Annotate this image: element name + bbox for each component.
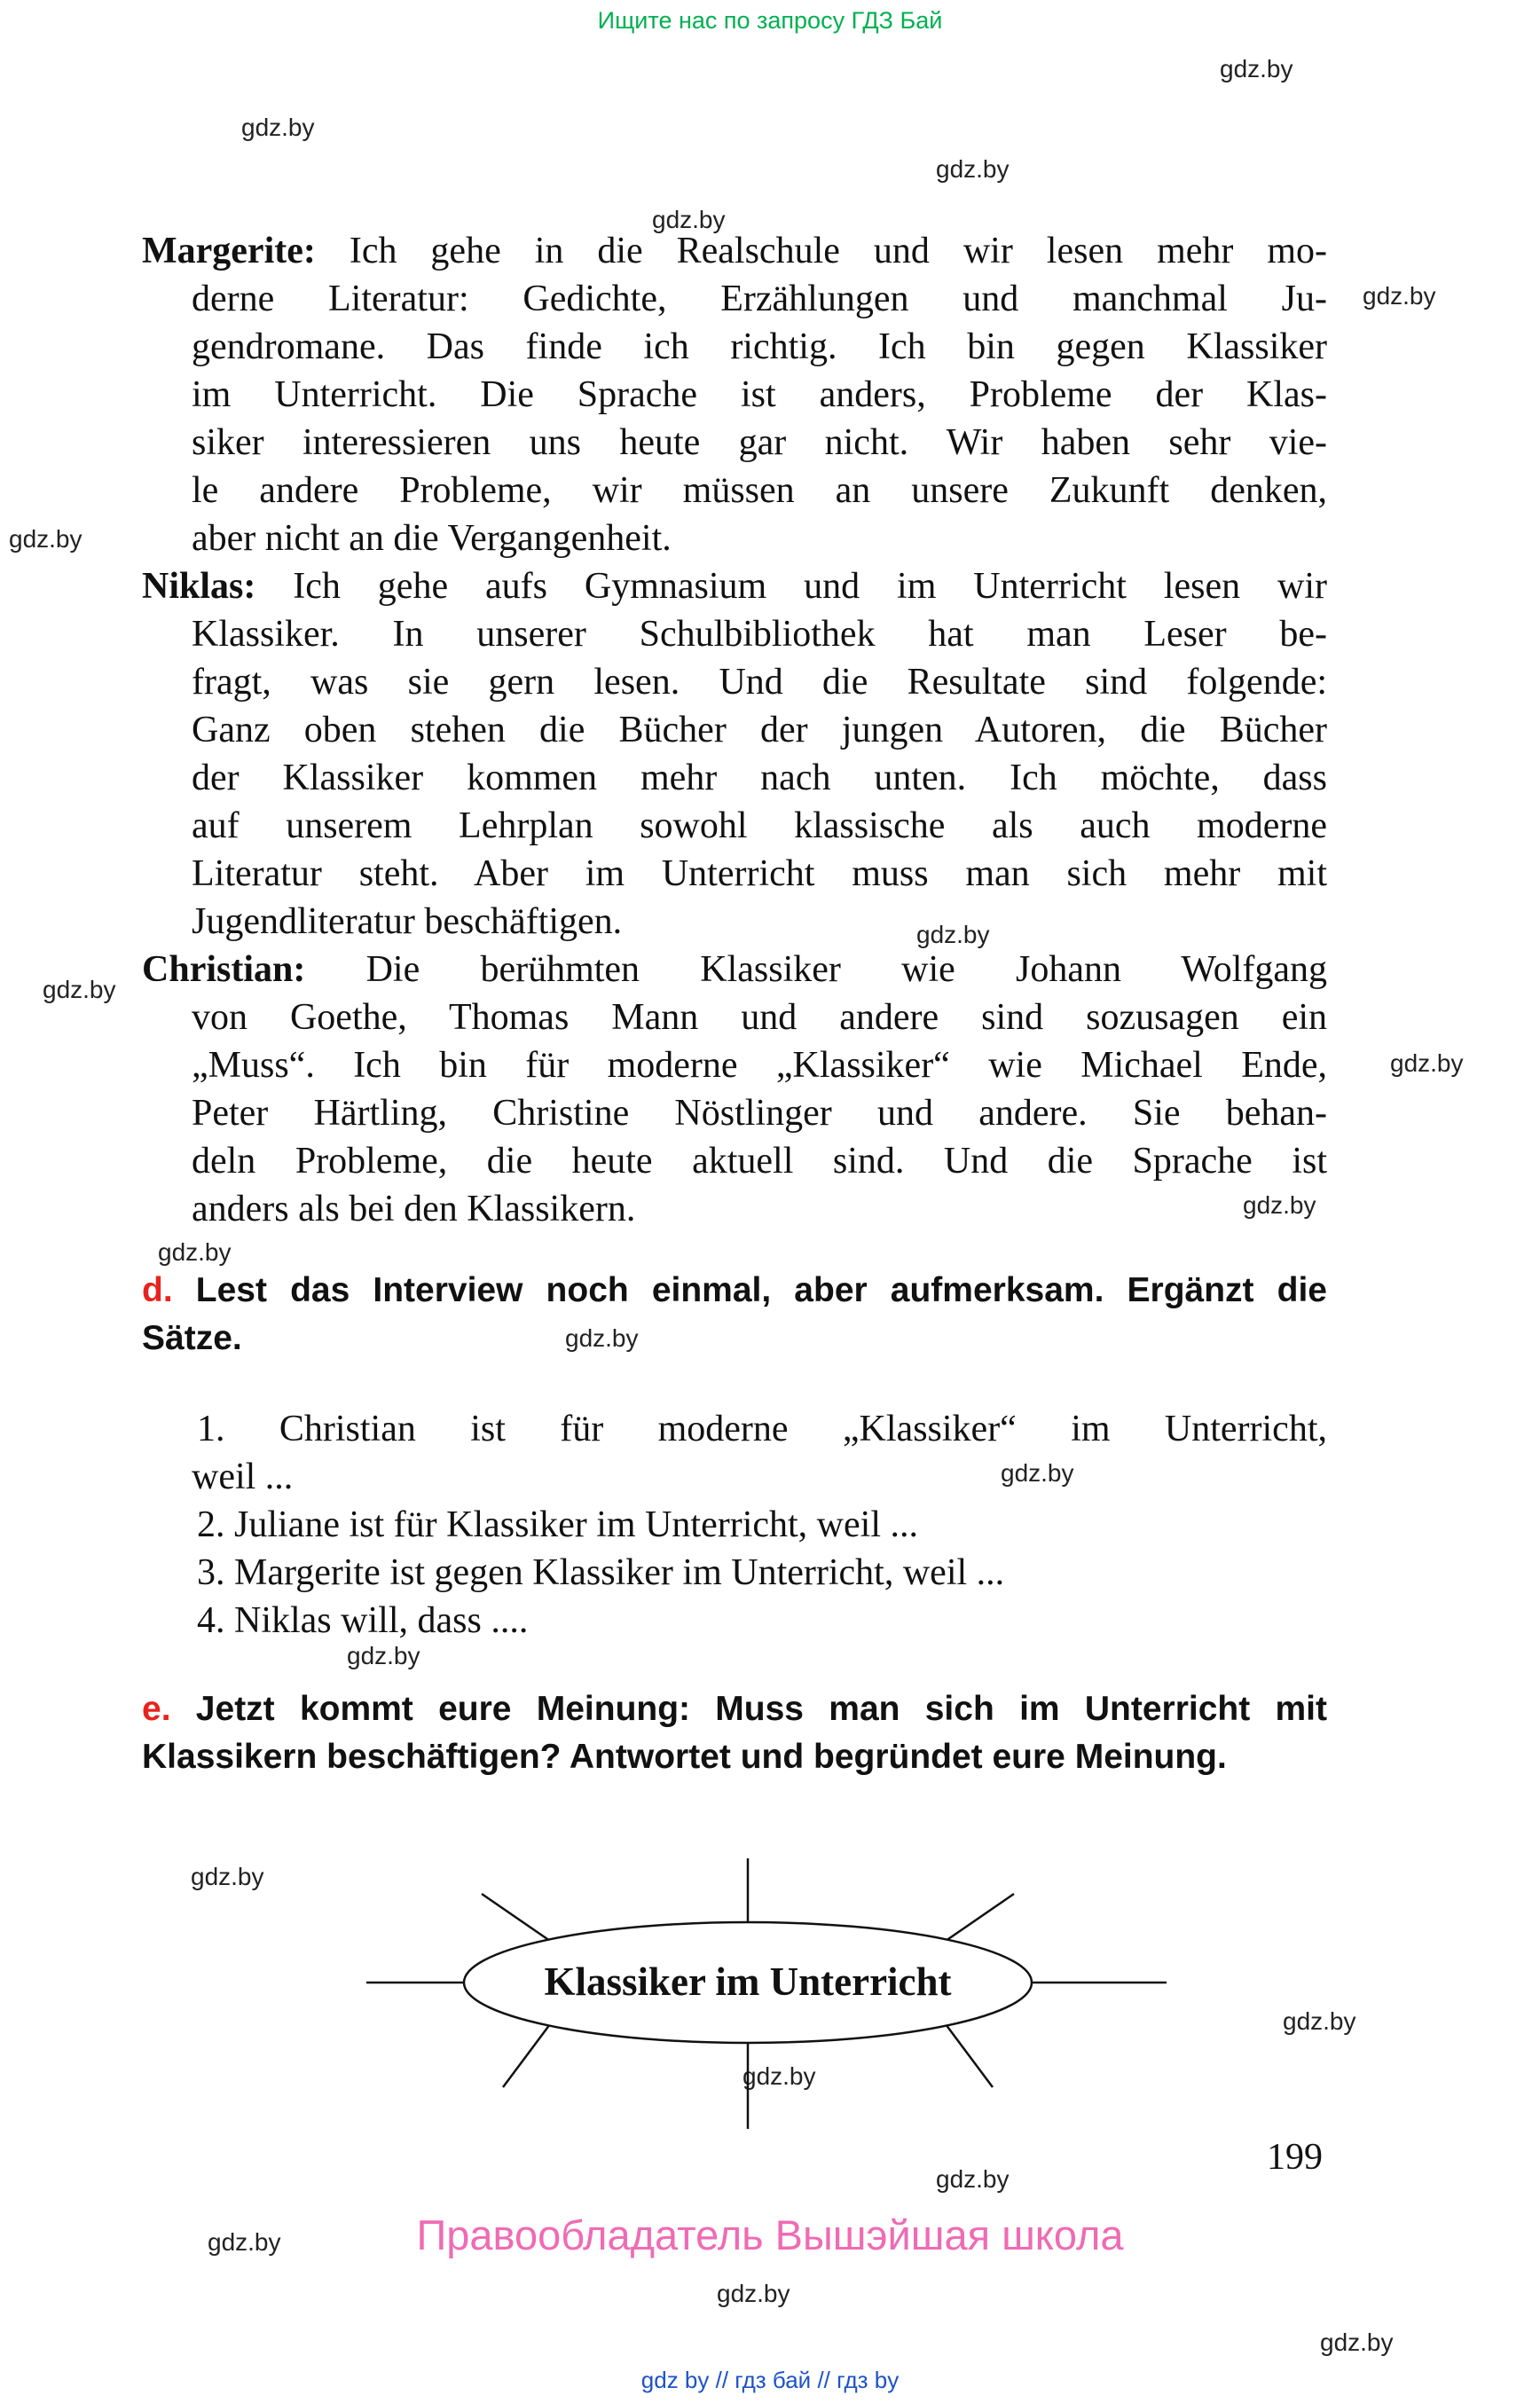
watermark-text: gdz.by xyxy=(652,206,726,233)
text-line: siker interessieren uns heute gar nicht. Wir haben sehr vie- xyxy=(192,422,1327,463)
footer-link[interactable]: gdz by xyxy=(640,2367,710,2393)
item-line: 2. Juliane ist für Klassiker im Unterricht, weil ... xyxy=(197,1504,918,1545)
interview-paragraph xyxy=(142,562,1327,946)
spoke-up-left xyxy=(482,1894,550,1941)
speaker-name: Christian: xyxy=(142,949,306,990)
spoke-down-right xyxy=(946,2024,993,2087)
footer-separator: // xyxy=(811,2367,837,2393)
watermark-text: gdz.by xyxy=(347,1642,420,1669)
text-line: Literatur steht. Aber im Unterricht muss man sich mehr mit xyxy=(192,853,1327,894)
spoke-down-left xyxy=(503,2024,550,2087)
content-column xyxy=(142,227,1327,1781)
watermark-text: gdz.by xyxy=(1363,282,1436,310)
watermark-text: gdz.by xyxy=(1283,2007,1356,2035)
text-line: „Muss“. Ich bin für moderne „Klassiker“ wie Michael Ende, xyxy=(192,1045,1327,1086)
watermark-text: gdz.by xyxy=(916,921,990,948)
watermark-text: gdz.by xyxy=(1220,55,1293,82)
footer-separator: // xyxy=(709,2367,735,2393)
spoke-up-right xyxy=(946,1894,1014,1941)
watermark-text: gdz.by xyxy=(241,114,315,141)
item-line: 3. Margerite ist gegen Klassiker im Unterricht, weil ... xyxy=(197,1552,1005,1593)
text-line: im Unterricht. Die Sprache ist anders, Probleme der Klas- xyxy=(192,374,1327,415)
exercise-item xyxy=(142,1597,1327,1645)
text-line: Margerite: Ich gehe in die Realschule und wir lesen mehr mo- xyxy=(142,231,1327,271)
text-line: le andere Probleme, wir müssen an unsere Zukunft denken, xyxy=(192,470,1327,511)
task-e xyxy=(142,1685,1327,1781)
task-d xyxy=(142,1267,1327,1362)
watermark-text: gdz.by xyxy=(158,1238,232,1266)
watermark-text: gdz.by xyxy=(1001,1459,1074,1487)
watermark-text: gdz.by xyxy=(936,2165,1010,2193)
footer-link[interactable]: гдз бай xyxy=(735,2367,812,2393)
speaker-name: Niklas: xyxy=(142,566,256,607)
watermark-text: gdz.by xyxy=(191,1863,264,1890)
text-line: von Goethe, Thomas Mann und andere sind sozusagen ein xyxy=(192,997,1327,1038)
watermark-text: gdz.by xyxy=(1320,2328,1394,2356)
text-line: Ganz oben stehen die Bücher der jungen Autoren, die Bücher xyxy=(192,710,1327,750)
watermark-text: gdz.by xyxy=(9,525,82,553)
interview-paragraph xyxy=(142,946,1327,1233)
footer-link[interactable]: гдз by xyxy=(837,2367,900,2393)
mindmap-center-label: Klassiker im Unterricht xyxy=(544,1959,952,2004)
text-line: der Klassiker kommen mehr nach unten. Ich möchte, dass xyxy=(192,758,1327,798)
item-line: 4. Niklas will, dass .... xyxy=(197,1600,529,1641)
item-line: 1. Christian ist für moderne „Klassiker“ im Unterricht, xyxy=(197,1409,1327,1449)
task-line: e. Jetzt kommt eure Meinung: Muss man sich im Unterricht mit xyxy=(142,1690,1327,1728)
item-line: weil ... xyxy=(192,1457,294,1497)
mindmap-diagram xyxy=(342,1849,1175,2151)
watermark-text: gdz.by xyxy=(208,2228,281,2256)
copyright-line: Правообладатель Вышэйшая школа xyxy=(416,2211,1124,2258)
watermark-text: gdz.by xyxy=(1390,1049,1464,1077)
text-line: Niklas: Ich gehe aufs Gymnasium und im Unterricht lesen wir xyxy=(142,566,1327,607)
text-line: anders als bei den Klassikern. xyxy=(192,1189,636,1229)
watermark-text: gdz.by xyxy=(43,976,116,1003)
exercise-item xyxy=(142,1405,1327,1501)
text-line: Peter Härtling, Christine Nöstlinger und andere. Sie behan- xyxy=(192,1093,1327,1134)
site-promo-header: Ищите нас по запросу ГДЗ Бай xyxy=(597,7,943,34)
text-line: gendromane. Das finde ich richtig. Ich bin gegen Klassiker xyxy=(192,326,1327,367)
watermark-text: gdz.by xyxy=(936,155,1010,183)
text-line: auf unserem Lehrplan sowohl klassische als auch moderne xyxy=(192,805,1327,846)
exercise-items xyxy=(142,1405,1327,1645)
watermark-text: gdz.by xyxy=(565,1324,639,1352)
text-line: fragt, was sie gern lesen. Und die Resultate sind folgende: xyxy=(192,662,1327,703)
task-letter: d. xyxy=(142,1271,173,1309)
text-line: deln Probleme, die heute aktuell sind. Und die Sprache ist xyxy=(192,1141,1327,1182)
watermark-text: gdz.by xyxy=(742,2062,816,2090)
task-letter: e. xyxy=(142,1690,171,1728)
interview-text xyxy=(142,227,1327,1233)
text-line: aber nicht an die Vergangenheit. xyxy=(192,518,672,559)
interview-paragraph xyxy=(142,227,1327,562)
page-number: 199 xyxy=(1267,2137,1323,2178)
text-line: derne Literatur: Gedichte, Erzählungen und manchmal Ju- xyxy=(192,279,1327,319)
speaker-name: Margerite: xyxy=(142,231,316,271)
task-line: Sätze. xyxy=(142,1319,242,1357)
watermark-text: gdz.by xyxy=(717,2280,790,2307)
task-line: Klassikern beschäftigen? Antwortet und begründet eure Meinung. xyxy=(142,1738,1227,1776)
footer-links xyxy=(0,2367,1540,2394)
exercise-item xyxy=(142,1549,1327,1597)
task-line: d. Lest das Interview noch einmal, aber aufmerksam. Ergänzt die xyxy=(142,1271,1327,1309)
watermark-text: gdz.by xyxy=(1243,1191,1316,1219)
text-line: Jugendliteratur beschäftigen. xyxy=(192,901,623,942)
exercise-item xyxy=(142,1501,1327,1549)
text-line: Klassiker. In unserer Schulbibliothek hat man Leser be- xyxy=(192,614,1327,655)
text-line: Christian: Die berühmten Klassiker wie Johann Wolfgang xyxy=(142,949,1327,990)
